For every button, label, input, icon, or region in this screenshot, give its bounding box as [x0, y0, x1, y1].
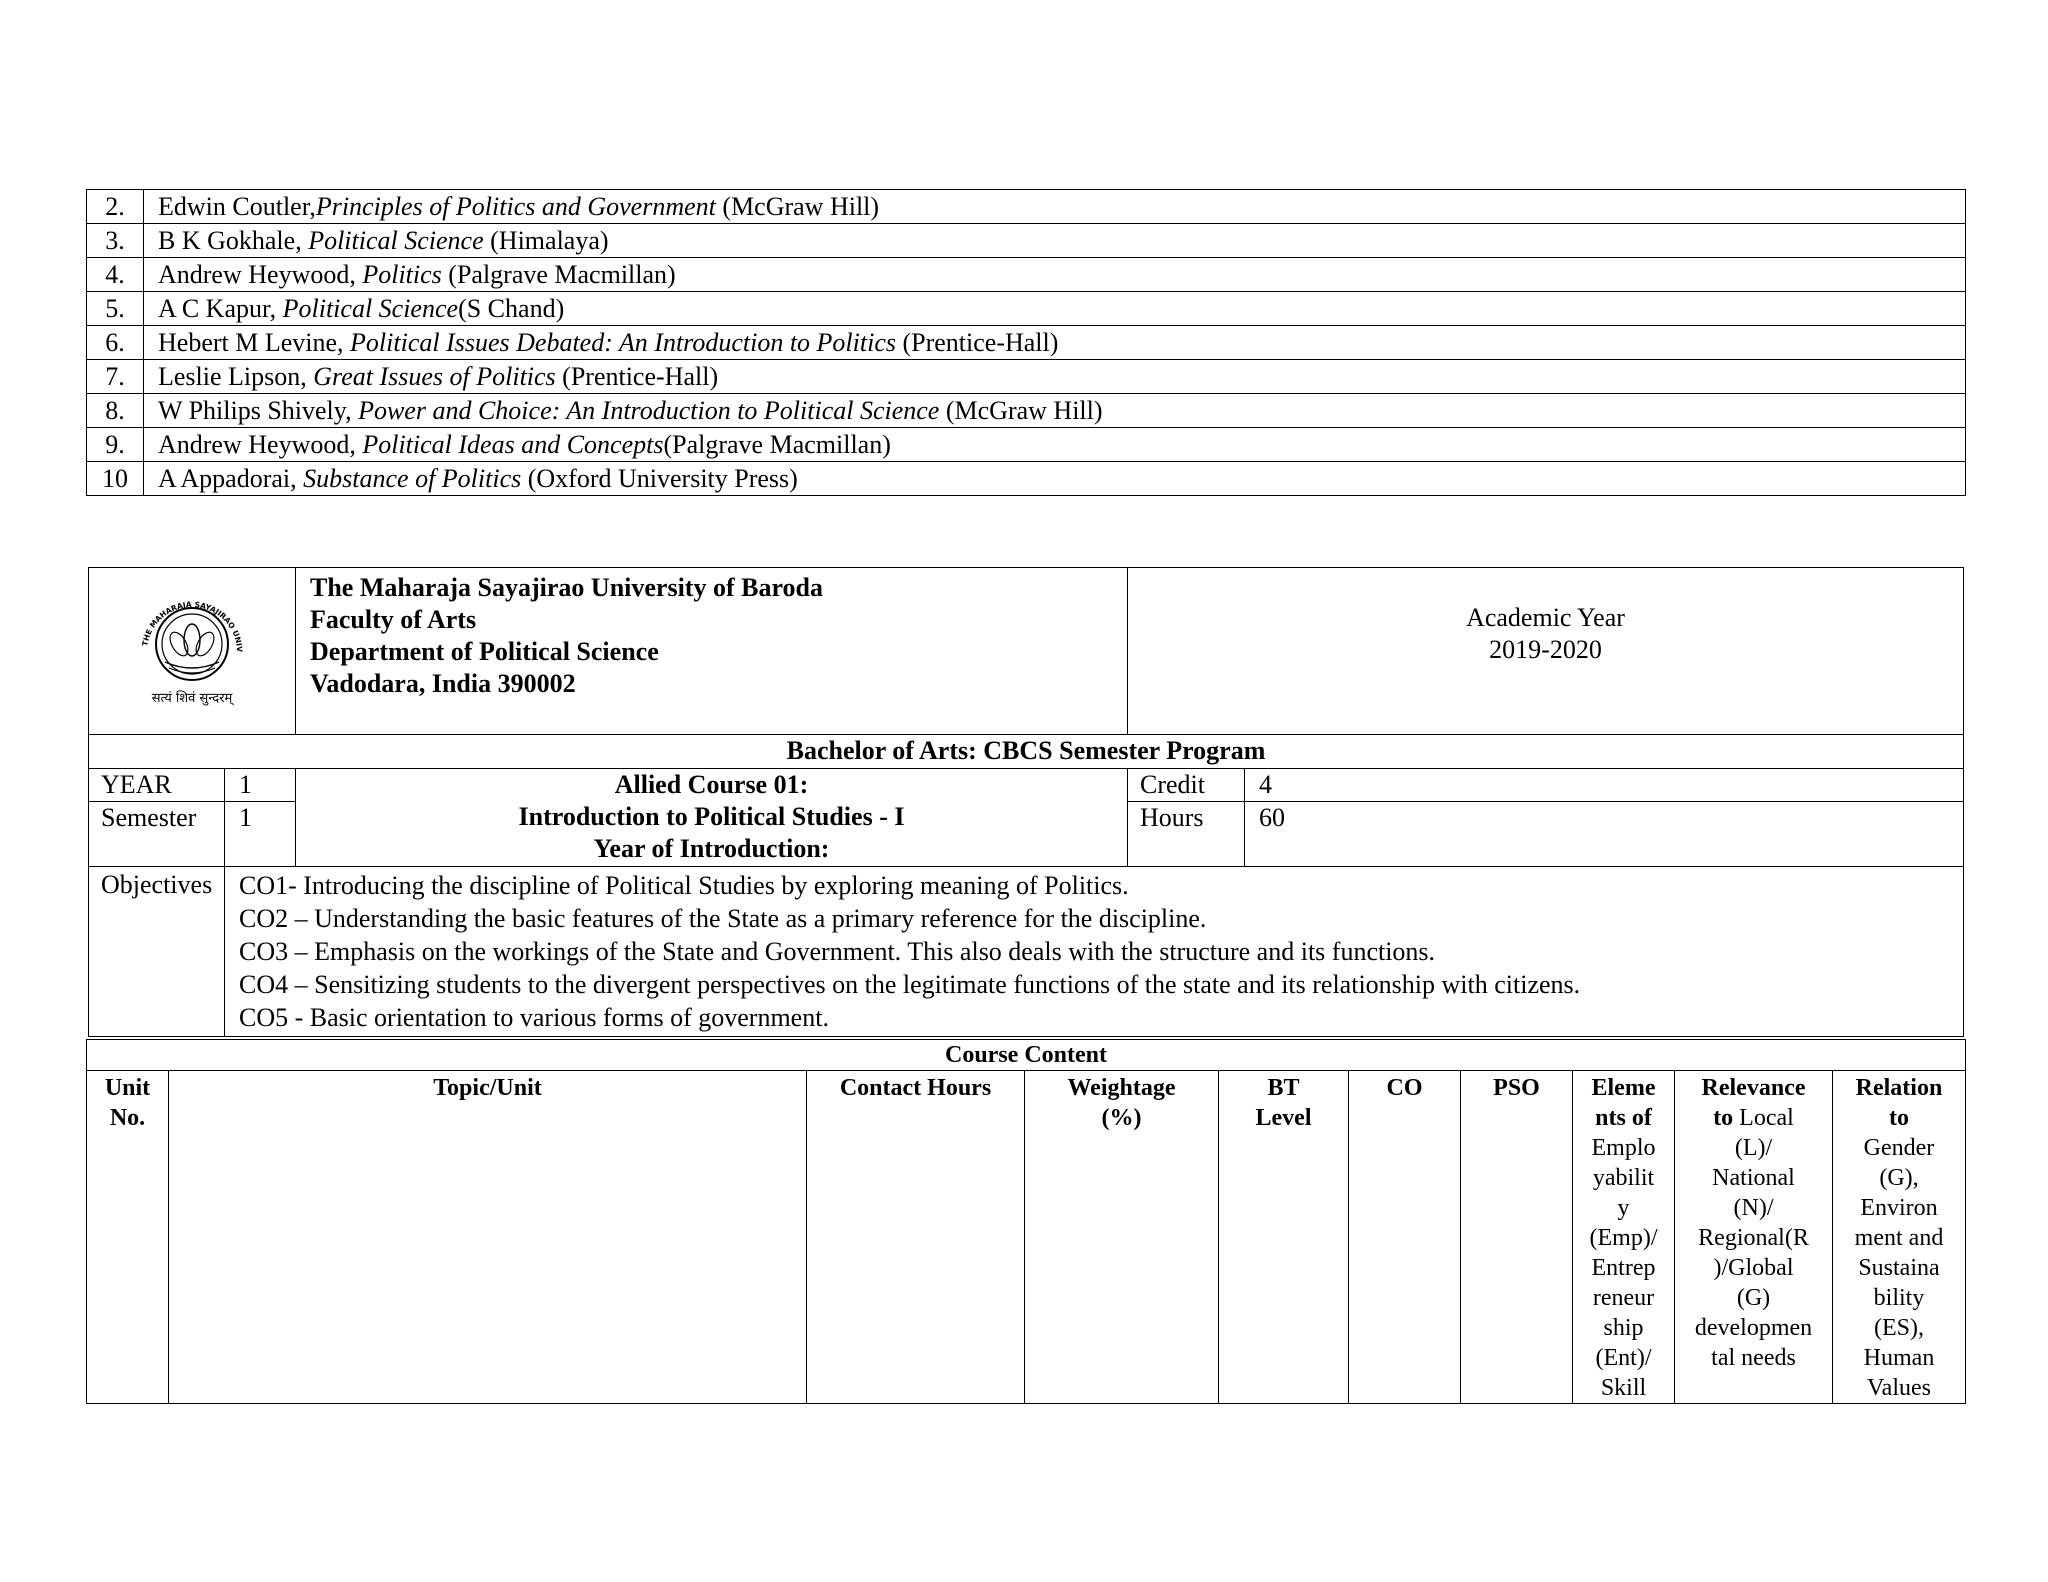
- university-name: The Maharaja Sayajirao University of Baroda: [310, 573, 823, 602]
- reference-text: [144, 462, 1966, 496]
- reference-publisher: (Palgrave Macmillan): [441, 260, 676, 289]
- department-name: Department of Political Science: [310, 637, 659, 666]
- reference-title: Politics: [362, 260, 442, 289]
- reference-publisher: (S Chand): [458, 294, 565, 323]
- program-title: Bachelor of Arts: CBCS Semester Program: [89, 735, 1964, 769]
- reference-text: [144, 428, 1966, 462]
- reference-number: 9.: [87, 428, 144, 462]
- university-address: Vadodara, India 390002: [310, 669, 576, 698]
- reference-author: Hebert M Levine,: [158, 328, 351, 357]
- objectives-list: [225, 867, 1594, 1036]
- reference-number: 7.: [87, 360, 144, 394]
- reference-row: [87, 326, 1966, 360]
- semester-label: Semester: [89, 802, 225, 867]
- col-pso: PSO: [1461, 1071, 1573, 1404]
- reference-number: 4.: [87, 258, 144, 292]
- reference-text: [144, 190, 1966, 224]
- reference-text: [144, 394, 1966, 428]
- reference-author: A Appadorai,: [158, 464, 304, 493]
- reference-text: [144, 292, 1966, 326]
- reference-number: 5.: [87, 292, 144, 326]
- reference-number: 2.: [87, 190, 144, 224]
- academic-year-label: Academic Year: [1466, 603, 1625, 632]
- year-label: YEAR: [89, 769, 225, 802]
- logo-motto: सत्यं शिवं सुन्दरम्: [151, 691, 233, 706]
- objective-item: CO2 – Understanding the basic features of the State as a primary reference for the discipline.: [239, 904, 1207, 933]
- reference-author: Leslie Lipson,: [158, 362, 314, 391]
- logo-ring-text: THE MAHARAJA SAYAJIRAO UNIV: [140, 599, 245, 653]
- reference-title: Political Science: [308, 226, 484, 255]
- reference-text: [144, 258, 1966, 292]
- faculty-name: Faculty of Arts: [310, 605, 477, 634]
- course-header: [88, 567, 1964, 1037]
- university-logo-cell: [89, 568, 296, 735]
- course-code: Allied Course 01:: [614, 770, 809, 799]
- reference-text: [144, 224, 1966, 258]
- reference-author: Edwin Coutler,: [158, 192, 316, 221]
- reference-publisher: (Himalaya): [483, 226, 609, 255]
- reference-author: Andrew Heywood,: [158, 430, 363, 459]
- academic-year-cell: [1128, 568, 1964, 735]
- hours-label: Hours: [1128, 802, 1245, 867]
- university-logo: [127, 582, 257, 712]
- reference-author: W Philips Shively,: [158, 396, 359, 425]
- reference-list: [86, 189, 1966, 496]
- course-name: Introduction to Political Studies - I: [518, 802, 905, 831]
- reference-number: 3.: [87, 224, 144, 258]
- course-title-cell: [296, 769, 1128, 867]
- reference-title: Political Ideas and Concepts: [362, 430, 664, 459]
- col-relation-to-gender: Relation to Gender (G), Environ ment and Sustaina bility (ES), Human Values: [1833, 1071, 1966, 1404]
- reference-publisher: (McGraw Hill): [939, 396, 1103, 425]
- col-contact-hours: Contact Hours: [807, 1071, 1025, 1404]
- reference-title: Power and Choice: An Introduction to Political Science: [358, 396, 940, 425]
- reference-number: 8.: [87, 394, 144, 428]
- year-of-introduction: Year of Introduction:: [593, 834, 830, 863]
- university-info: [296, 568, 1128, 735]
- reference-row: [87, 462, 1966, 496]
- reference-author: A C Kapur,: [158, 294, 283, 323]
- reference-title: Political Issues Debated: An Introduction to Politics: [350, 328, 896, 357]
- credit-value: 4: [1245, 769, 1964, 802]
- reference-publisher: (Palgrave Macmillan): [663, 430, 891, 459]
- hours-value: 60: [1245, 802, 1964, 867]
- reference-publisher: (Prentice-Hall): [895, 328, 1059, 357]
- reference-text: [144, 360, 1966, 394]
- reference-row: [87, 428, 1966, 462]
- objective-item: CO1- Introducing the discipline of Political Studies by exploring meaning of Politics.: [239, 871, 1129, 900]
- objective-item: CO4 – Sensitizing students to the divergent perspectives on the legitimate functions of the state and its relationship with citizens.: [239, 970, 1581, 999]
- reference-row: [87, 258, 1966, 292]
- reference-row: [87, 360, 1966, 394]
- reference-row: [87, 394, 1966, 428]
- col-elements-of-employability: Eleme nts of Emplo yabilit y (Emp)/ Entrep reneur ship (Ent)/ Skill: [1573, 1071, 1675, 1404]
- year-value: 1: [225, 769, 296, 802]
- objectives-row: [89, 867, 1964, 1037]
- reference-row: [87, 292, 1966, 326]
- course-content-table: [86, 1039, 1966, 1404]
- credit-label: Credit: [1128, 769, 1245, 802]
- reference-publisher: (McGraw Hill): [715, 192, 880, 221]
- reference-publisher: (Prentice-Hall): [555, 362, 719, 391]
- col-relevance: Relevance to Local (L)/ National (N)/ Regional(R )/Global (G) developmen tal needs: [1675, 1071, 1833, 1404]
- course-content-title: Course Content: [87, 1040, 1966, 1071]
- reference-row: [87, 224, 1966, 258]
- reference-title: Political Science: [282, 294, 459, 323]
- col-co: CO: [1349, 1071, 1461, 1404]
- col-weightage: Weightage (%): [1025, 1071, 1219, 1404]
- reference-number: 6.: [87, 326, 144, 360]
- col-unit-no: Unit No.: [87, 1071, 169, 1404]
- reference-text: [144, 326, 1966, 360]
- reference-author: B K Gokhale,: [158, 226, 309, 255]
- reference-title: Principles of Politics and Government: [315, 192, 716, 221]
- col-bt-level: BT Level: [1219, 1071, 1349, 1404]
- reference-title: Great Issues of Politics: [313, 362, 556, 391]
- objectives-label: Objectives: [89, 867, 225, 1036]
- objective-item: CO5 - Basic orientation to various forms of government.: [239, 1003, 829, 1032]
- academic-year-value: 2019-2020: [1489, 635, 1602, 664]
- reference-title: Substance of Politics: [303, 464, 522, 493]
- semester-value: 1: [225, 802, 296, 867]
- col-topic-unit: Topic/Unit: [169, 1071, 807, 1404]
- reference-publisher: (Oxford University Press): [521, 464, 798, 493]
- objective-item: CO3 – Emphasis on the workings of the State and Government. This also deals with the structure and its functions.: [239, 937, 1436, 966]
- reference-author: Andrew Heywood,: [158, 260, 363, 289]
- reference-row: [87, 190, 1966, 224]
- reference-number: 10: [87, 462, 144, 496]
